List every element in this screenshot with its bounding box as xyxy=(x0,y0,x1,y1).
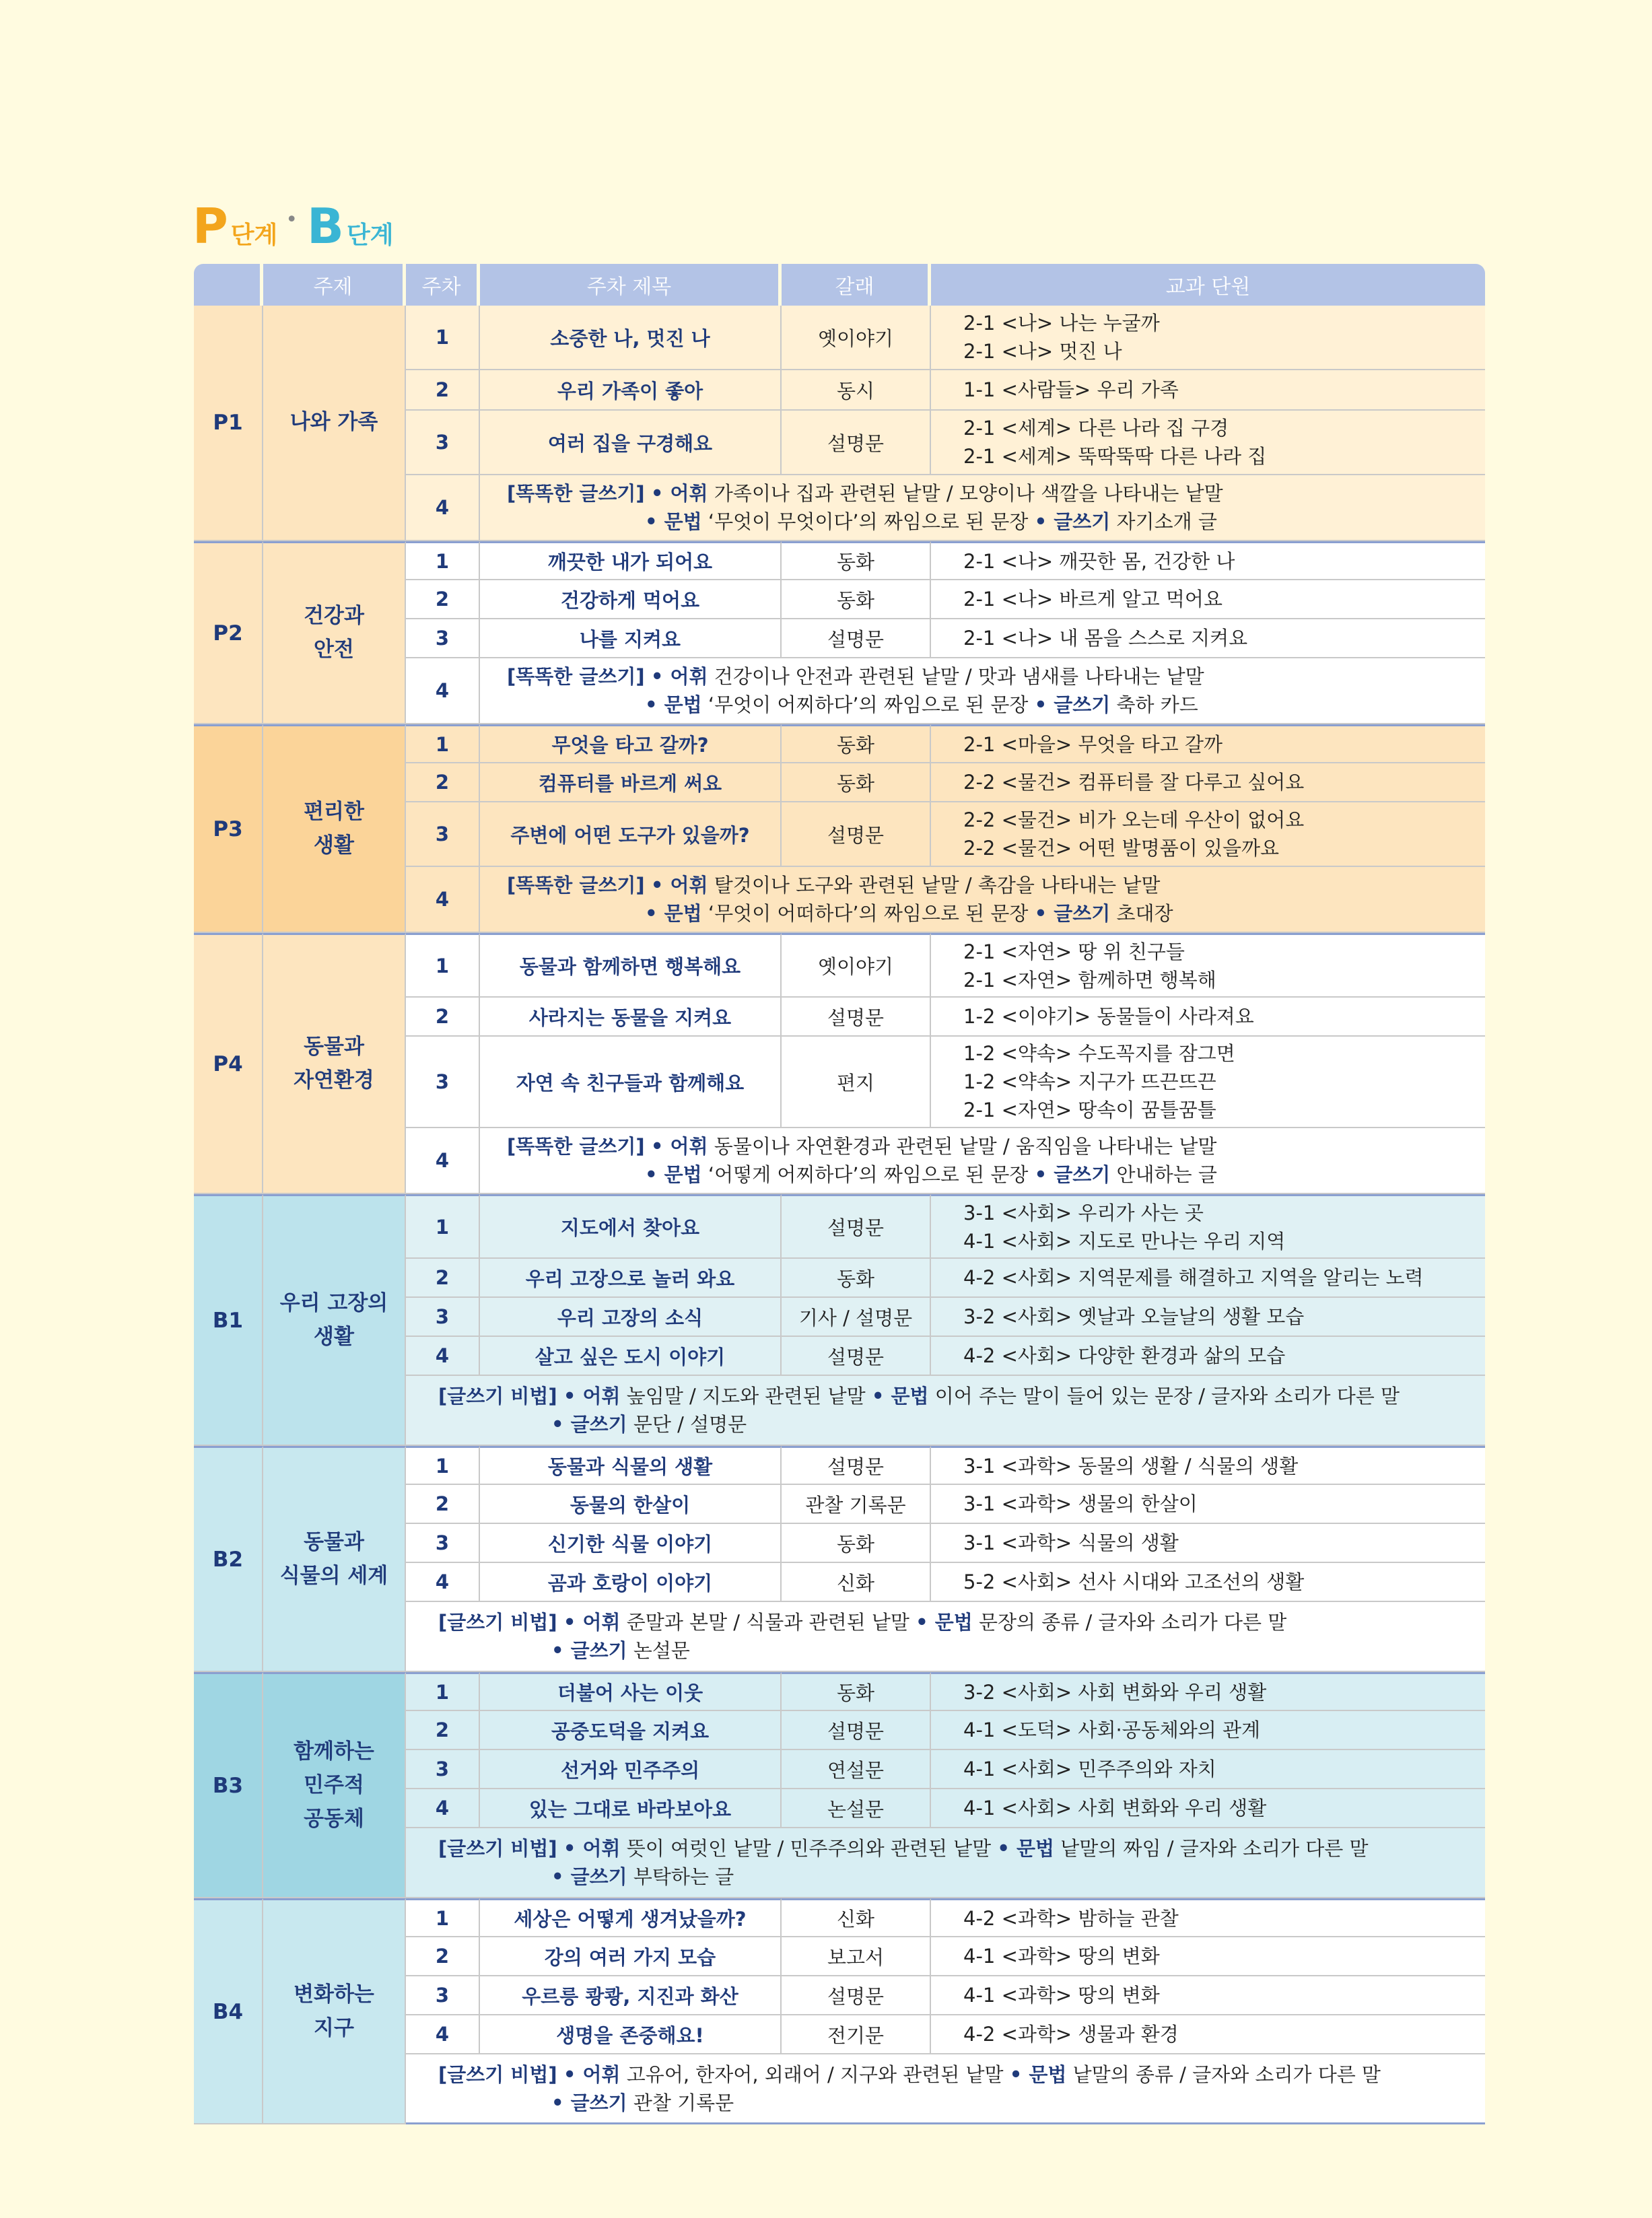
note-writing-key: • 글쓰기 xyxy=(551,1865,627,1889)
topic-line: 변화하는 xyxy=(294,1982,374,2007)
genre: 설명문 xyxy=(782,1976,931,2015)
genre: 설명문 xyxy=(782,802,931,867)
topic-line: 생활 xyxy=(314,1324,354,1349)
week-title: 소중한 나, 멋진 나 xyxy=(480,306,782,370)
week-number: 4 xyxy=(406,2015,480,2054)
curriculum-unit xyxy=(931,619,1485,658)
week-number: 3 xyxy=(406,1037,480,1128)
curriculum-unit xyxy=(931,306,1485,370)
genre: 기사 / 설명문 xyxy=(782,1298,931,1337)
genre: 설명문 xyxy=(782,411,931,475)
note-grammar-text: ‘어떻게 어찌하다’의 짜임으로 된 문장 xyxy=(701,1163,1029,1187)
level-code: P1 xyxy=(194,306,263,541)
note-vocab-key: • 어휘 xyxy=(563,1611,621,1634)
week-number: 1 xyxy=(406,1446,480,1485)
writing-note xyxy=(406,1828,1485,1898)
week-title: 컴퓨터를 바르게 써요 xyxy=(480,763,782,802)
level-topic xyxy=(263,306,406,541)
curriculum-unit xyxy=(931,1485,1485,1524)
curriculum-unit xyxy=(931,1750,1485,1789)
note-line-2 xyxy=(438,1410,1485,1439)
note-head: [글쓰기 비법] xyxy=(438,1611,557,1634)
unit-line: 4-1 <사회> 사회 변화와 우리 생활 xyxy=(963,1797,1267,1820)
level-topic xyxy=(263,1898,406,2124)
genre: 동화 xyxy=(782,1672,931,1711)
week-number: 1 xyxy=(406,1672,480,1711)
unit-line: 2-1 <나> 깨끗한 몸, 건강한 나 xyxy=(963,549,1235,573)
unit-line: 3-1 <과학> 생물의 한살이 xyxy=(963,1492,1198,1516)
note-line-2 xyxy=(507,899,1485,928)
level-code: P3 xyxy=(194,724,263,933)
note-head: [똑똑한 글쓰기] xyxy=(507,665,645,689)
genre: 동화 xyxy=(782,1524,931,1563)
note-vocab-text: 준말과 본말 / 식물과 관련된 낱말 xyxy=(620,1611,909,1634)
genre: 보고서 xyxy=(782,1937,931,1976)
unit-line: 2-1 <세계> 다른 나라 집 구경 xyxy=(963,416,1229,440)
genre: 논설문 xyxy=(782,1789,931,1828)
curriculum-unit xyxy=(931,998,1485,1037)
writing-note xyxy=(480,475,1485,541)
topic-line: 자연환경 xyxy=(294,1068,374,1093)
note-line-1 xyxy=(438,1608,1485,1636)
header-week: 주차 xyxy=(406,264,480,306)
week-number: 3 xyxy=(406,802,480,867)
note-vocab-key: • 어휘 xyxy=(650,874,708,897)
week-number: 2 xyxy=(406,370,480,411)
unit-line: 4-1 <과학> 땅의 변화 xyxy=(963,1945,1160,1968)
curriculum-unit xyxy=(931,802,1485,867)
genre: 연설문 xyxy=(782,1750,931,1789)
genre: 설명문 xyxy=(782,619,931,658)
note-line-2 xyxy=(438,2089,1485,2117)
week-title: 살고 싶은 도시 이야기 xyxy=(480,1337,782,1376)
week-title: 있는 그대로 바라보아요 xyxy=(480,1789,782,1828)
week-number: 3 xyxy=(406,1524,480,1563)
title-b-letter: B xyxy=(307,198,344,254)
level-code: B1 xyxy=(194,1194,263,1446)
curriculum-unit xyxy=(931,411,1485,475)
note-vocab-text: 고유어, 한자어, 외래어 / 지구와 관련된 낱말 xyxy=(620,2063,1004,2086)
level-code: B2 xyxy=(194,1446,263,1672)
curriculum-unit xyxy=(931,1298,1485,1337)
topic-line: 우리 고장의 xyxy=(279,1291,388,1316)
week-number: 3 xyxy=(406,1976,480,2015)
table-row xyxy=(194,1672,1485,1711)
note-vocab-text: 가족이나 집과 관련된 낱말 / 모양이나 색깔을 나타내는 낱말 xyxy=(708,482,1223,505)
curriculum-unit xyxy=(931,724,1485,763)
note-line-2 xyxy=(507,508,1485,536)
note-writing-key: • 글쓰기 xyxy=(1034,510,1111,534)
note-vocab-key: • 어휘 xyxy=(563,1385,621,1408)
note-writing-text: 축하 카드 xyxy=(1110,693,1198,717)
note-vocab-key: • 어휘 xyxy=(563,1837,621,1861)
week-title: 우리 고장으로 놀러 와요 xyxy=(480,1259,782,1298)
level-topic xyxy=(263,933,406,1194)
note-line-1 xyxy=(438,1834,1485,1863)
note-writing-key: • 글쓰기 xyxy=(551,1413,627,1436)
title-separator: • xyxy=(285,208,298,232)
topic-line: 안전 xyxy=(314,637,354,662)
week-number: 4 xyxy=(406,1337,480,1376)
week-number: 3 xyxy=(406,619,480,658)
genre: 설명문 xyxy=(782,1194,931,1259)
unit-line: 1-1 <사람들> 우리 가족 xyxy=(963,378,1179,401)
writing-note xyxy=(480,1128,1485,1194)
header-genre: 갈래 xyxy=(782,264,931,306)
unit-line: 2-1 <나> 멋진 나 xyxy=(963,340,1122,363)
writing-note xyxy=(480,867,1485,933)
table-row xyxy=(194,1898,1485,1937)
curriculum-unit xyxy=(931,370,1485,411)
week-number: 4 xyxy=(406,1563,480,1602)
curriculum-unit xyxy=(931,1789,1485,1828)
level-topic xyxy=(263,1194,406,1446)
note-head: [똑똑한 글쓰기] xyxy=(507,482,645,505)
note-vocab-text: 건강이나 안전과 관련된 낱말 / 맛과 냄새를 나타내는 낱말 xyxy=(708,665,1204,689)
unit-line: 2-1 <자연> 땅속이 꿈틀꿈틀 xyxy=(963,1099,1216,1122)
unit-line: 2-1 <나> 바르게 알고 먹어요 xyxy=(963,588,1223,611)
table-row xyxy=(194,306,1485,370)
genre: 전기문 xyxy=(782,2015,931,2054)
level-topic xyxy=(263,541,406,724)
writing-note xyxy=(480,658,1485,724)
topic-line: 동물과 xyxy=(304,1530,364,1555)
week-number: 4 xyxy=(406,1789,480,1828)
genre: 설명문 xyxy=(782,1446,931,1485)
note-writing-text: 자기소개 글 xyxy=(1110,510,1217,534)
genre: 동화 xyxy=(782,541,931,580)
week-title: 무엇을 타고 갈까? xyxy=(480,724,782,763)
table-row xyxy=(194,1446,1485,1485)
note-head: [똑똑한 글쓰기] xyxy=(507,1135,645,1158)
topic-line: 공동체 xyxy=(304,1806,364,1831)
topic-line: 지구 xyxy=(314,2015,354,2040)
topic-line: 함께하는 xyxy=(294,1739,374,1764)
level-topic xyxy=(263,1672,406,1898)
week-title: 동물과 함께하면 행복해요 xyxy=(480,933,782,998)
note-writing-text: 초대장 xyxy=(1110,902,1173,926)
week-title: 더불어 사는 이웃 xyxy=(480,1672,782,1711)
week-number: 3 xyxy=(406,1750,480,1789)
unit-line: 2-1 <세계> 뚝딱뚝딱 다른 나라 집 xyxy=(963,445,1267,468)
curriculum-unit xyxy=(931,541,1485,580)
note-grammar-text: ‘무엇이 어찌하다’의 짜임으로 된 문장 xyxy=(701,693,1029,717)
topic-line: 나와 가족 xyxy=(289,410,378,435)
note-line-2 xyxy=(438,1636,1485,1665)
week-number: 1 xyxy=(406,933,480,998)
level-topic xyxy=(263,1446,406,1672)
topic-line: 민주적 xyxy=(304,1773,364,1798)
topic-line: 생활 xyxy=(314,833,354,858)
curriculum-unit xyxy=(931,580,1485,619)
header-level xyxy=(194,264,263,306)
curriculum-unit xyxy=(931,1672,1485,1711)
unit-line: 4-2 <사회> 다양한 환경과 삶의 모습 xyxy=(963,1344,1286,1368)
note-line-1 xyxy=(438,2060,1485,2089)
week-title: 주변에 어떤 도구가 있을까? xyxy=(480,802,782,867)
note-line-1 xyxy=(507,1132,1485,1160)
week-number: 2 xyxy=(406,1259,480,1298)
note-writing-key: • 글쓰기 xyxy=(551,2091,627,2114)
curriculum-unit xyxy=(931,1937,1485,1976)
genre: 설명문 xyxy=(782,1711,931,1750)
note-grammar-text: 문장의 종류 / 글자와 소리가 다른 말 xyxy=(972,1611,1287,1634)
note-vocab-text: 뜻이 여럿인 낱말 / 민주주의와 관련된 낱말 xyxy=(620,1837,992,1861)
header-unit: 교과 단원 xyxy=(931,264,1485,306)
note-grammar-text: 낱말의 짜임 / 글자와 소리가 다른 말 xyxy=(1054,1837,1369,1861)
curriculum-table xyxy=(194,264,1485,2124)
note-vocab-key: • 어휘 xyxy=(650,1135,708,1158)
genre: 관찰 기록문 xyxy=(782,1485,931,1524)
unit-line: 4-1 <사회> 지도로 만나는 우리 지역 xyxy=(963,1229,1286,1253)
level-code: P4 xyxy=(194,933,263,1194)
week-number: 3 xyxy=(406,1298,480,1337)
genre: 설명문 xyxy=(782,998,931,1037)
week-number: 1 xyxy=(406,1898,480,1937)
note-grammar-key: • 문법 xyxy=(997,1837,1055,1861)
curriculum-unit xyxy=(931,1524,1485,1563)
week-number: 2 xyxy=(406,1711,480,1750)
note-writing-key: • 글쓰기 xyxy=(551,1639,627,1663)
genre: 신화 xyxy=(782,1563,931,1602)
genre: 동화 xyxy=(782,724,931,763)
genre: 동시 xyxy=(782,370,931,411)
week-number: 4 xyxy=(406,1128,480,1194)
note-head: [글쓰기 비법] xyxy=(438,2063,557,2086)
week-title: 건강하게 먹어요 xyxy=(480,580,782,619)
unit-line: 3-2 <사회> 사회 변화와 우리 생활 xyxy=(963,1680,1267,1704)
unit-line: 1-2 <이야기> 동물들이 사라져요 xyxy=(963,1005,1254,1029)
genre: 옛이야기 xyxy=(782,933,931,998)
week-title: 우르릉 쾅쾅, 지진과 화산 xyxy=(480,1976,782,2015)
week-title: 지도에서 찾아요 xyxy=(480,1194,782,1259)
week-number: 1 xyxy=(406,724,480,763)
writing-note xyxy=(406,1602,1485,1672)
note-writing-text: 관찰 기록문 xyxy=(627,2091,734,2114)
curriculum-unit xyxy=(931,1194,1485,1259)
topic-line: 편리한 xyxy=(304,800,364,825)
week-title: 깨끗한 내가 되어요 xyxy=(480,541,782,580)
week-number: 4 xyxy=(406,475,480,541)
curriculum-unit xyxy=(931,1898,1485,1937)
week-title: 신기한 식물 이야기 xyxy=(480,1524,782,1563)
week-number: 2 xyxy=(406,763,480,802)
note-grammar-key: • 문법 xyxy=(645,693,702,717)
table-row xyxy=(194,724,1485,763)
topic-line: 동물과 xyxy=(304,1035,364,1060)
week-title: 우리 고장의 소식 xyxy=(480,1298,782,1337)
week-number: 1 xyxy=(406,541,480,580)
note-grammar-key: • 문법 xyxy=(871,1385,929,1408)
topic-line: 식물의 세계 xyxy=(279,1563,388,1588)
unit-line: 3-2 <사회> 옛날과 오늘날의 생활 모습 xyxy=(963,1305,1305,1329)
note-grammar-text: ‘무엇이 무엇이다’의 짜임으로 된 문장 xyxy=(701,510,1029,534)
topic-line: 건강과 xyxy=(304,604,364,629)
note-line-1 xyxy=(507,871,1485,899)
week-title: 나를 지켜요 xyxy=(480,619,782,658)
curriculum-unit xyxy=(931,1337,1485,1376)
week-title: 공중도덕을 지켜요 xyxy=(480,1711,782,1750)
week-title: 생명을 존중해요! xyxy=(480,2015,782,2054)
week-number: 4 xyxy=(406,658,480,724)
unit-line: 4-1 <사회> 민주주의와 자치 xyxy=(963,1758,1216,1781)
curriculum-unit xyxy=(931,933,1485,998)
unit-line: 3-1 <과학> 동물의 생활 / 식물의 생활 xyxy=(963,1454,1299,1478)
week-title: 우리 가족이 좋아 xyxy=(480,370,782,411)
note-vocab-text: 동물이나 자연환경과 관련된 낱말 / 움직임을 나타내는 낱말 xyxy=(708,1135,1217,1158)
writing-note xyxy=(406,1376,1485,1446)
writing-note xyxy=(406,2054,1485,2124)
curriculum-unit xyxy=(931,1259,1485,1298)
unit-line: 2-1 <자연> 함께하면 행복해 xyxy=(963,968,1216,992)
unit-line: 2-2 <물건> 컴퓨터를 잘 다루고 싶어요 xyxy=(963,771,1305,794)
note-line-2 xyxy=(438,1863,1485,1891)
note-line-1 xyxy=(438,1382,1485,1410)
table-row xyxy=(194,933,1485,998)
level-code: P2 xyxy=(194,541,263,724)
note-grammar-text: 낱말의 종류 / 글자와 소리가 다른 말 xyxy=(1066,2063,1381,2086)
curriculum-unit xyxy=(931,1711,1485,1750)
note-writing-text: 안내하는 글 xyxy=(1110,1163,1217,1187)
unit-line: 2-1 <마을> 무엇을 타고 갈까 xyxy=(963,732,1223,756)
week-number: 2 xyxy=(406,998,480,1037)
header-topic: 주제 xyxy=(263,264,406,306)
unit-line: 1-2 <약속> 지구가 뜨끈뜨끈 xyxy=(963,1070,1216,1094)
note-grammar-key: • 문법 xyxy=(645,1163,702,1187)
unit-line: 2-1 <나> 내 몸을 스스로 지켜요 xyxy=(963,627,1248,650)
week-title: 자연 속 친구들과 함께해요 xyxy=(480,1037,782,1128)
note-head: [똑똑한 글쓰기] xyxy=(507,874,645,897)
note-vocab-key: • 어휘 xyxy=(650,665,708,689)
table-row xyxy=(194,541,1485,580)
note-line-2 xyxy=(507,691,1485,719)
genre: 설명문 xyxy=(782,1337,931,1376)
week-title: 세상은 어떻게 생겨났을까? xyxy=(480,1898,782,1937)
genre: 편지 xyxy=(782,1037,931,1128)
title-p-suffix: 단계 xyxy=(230,221,278,249)
note-writing-key: • 글쓰기 xyxy=(1034,1163,1111,1187)
unit-line: 2-2 <물건> 비가 오는데 우산이 없어요 xyxy=(963,808,1305,832)
week-title: 강의 여러 가지 모습 xyxy=(480,1937,782,1976)
unit-line: 4-1 <과학> 땅의 변화 xyxy=(963,1984,1160,2007)
unit-line: 3-1 <과학> 식물의 생활 xyxy=(963,1531,1179,1555)
note-grammar-text: 이어 주는 말이 들어 있는 문장 / 글자와 소리가 다른 말 xyxy=(928,1385,1400,1408)
section-title xyxy=(193,197,394,254)
header-week-title: 주차 제목 xyxy=(480,264,782,306)
header-row xyxy=(194,264,1485,306)
week-number: 1 xyxy=(406,1194,480,1259)
unit-line: 4-2 <과학> 밤하늘 관찰 xyxy=(963,1906,1179,1930)
note-head: [글쓰기 비법] xyxy=(438,1837,557,1861)
week-title: 동물과 식물의 생활 xyxy=(480,1446,782,1485)
week-number: 2 xyxy=(406,580,480,619)
note-writing-text: 논설문 xyxy=(627,1639,690,1663)
note-writing-key: • 글쓰기 xyxy=(1034,693,1111,717)
level-code: B3 xyxy=(194,1672,263,1898)
unit-line: 2-1 <나> 나는 누굴까 xyxy=(963,311,1160,335)
note-grammar-key: • 문법 xyxy=(645,902,702,926)
note-vocab-text: 높임말 / 지도와 관련된 낱말 xyxy=(620,1385,866,1408)
genre: 동화 xyxy=(782,763,931,802)
note-grammar-key: • 문법 xyxy=(645,510,702,534)
week-title: 사라지는 동물을 지켜요 xyxy=(480,998,782,1037)
genre: 옛이야기 xyxy=(782,306,931,370)
table-row xyxy=(194,1194,1485,1259)
curriculum-unit xyxy=(931,1037,1485,1128)
curriculum-unit xyxy=(931,1976,1485,2015)
level-topic xyxy=(263,724,406,933)
note-vocab-key: • 어휘 xyxy=(650,482,708,505)
note-grammar-key: • 문법 xyxy=(916,1611,973,1634)
note-grammar-text: ‘무엇이 어떠하다’의 짜임으로 된 문장 xyxy=(701,902,1029,926)
unit-line: 4-1 <도덕> 사회·공동체와의 관계 xyxy=(963,1719,1260,1742)
unit-line: 4-2 <사회> 지역문제를 해결하고 지역을 알리는 노력 xyxy=(963,1266,1424,1290)
genre: 동화 xyxy=(782,1259,931,1298)
week-title: 곰과 호랑이 이야기 xyxy=(480,1563,782,1602)
week-number: 2 xyxy=(406,1485,480,1524)
unit-line: 2-1 <자연> 땅 위 친구들 xyxy=(963,940,1185,963)
note-line-1 xyxy=(507,662,1485,691)
unit-line: 5-2 <사회> 선사 시대와 고조선의 생활 xyxy=(963,1570,1305,1594)
week-number: 2 xyxy=(406,1937,480,1976)
title-p-letter: P xyxy=(193,198,228,254)
note-writing-key: • 글쓰기 xyxy=(1034,902,1111,926)
note-writing-text: 문단 / 설명문 xyxy=(627,1413,747,1436)
week-title: 동물의 한살이 xyxy=(480,1485,782,1524)
level-code: B4 xyxy=(194,1898,263,2124)
week-number: 4 xyxy=(406,867,480,933)
unit-line: 2-2 <물건> 어떤 발명품이 있을까요 xyxy=(963,837,1280,860)
unit-line: 1-2 <약속> 수도꼭지를 잠그면 xyxy=(963,1042,1235,1066)
week-title: 여러 집을 구경해요 xyxy=(480,411,782,475)
note-line-2 xyxy=(507,1160,1485,1189)
note-vocab-key: • 어휘 xyxy=(563,2063,621,2086)
curriculum-unit xyxy=(931,1446,1485,1485)
note-writing-text: 부탁하는 글 xyxy=(627,1865,734,1889)
week-title: 선거와 민주주의 xyxy=(480,1750,782,1789)
note-head: [글쓰기 비법] xyxy=(438,1385,557,1408)
curriculum-unit xyxy=(931,2015,1485,2054)
unit-line: 3-1 <사회> 우리가 사는 곳 xyxy=(963,1201,1204,1224)
note-vocab-text: 탈것이나 도구와 관련된 낱말 / 촉감을 나타내는 낱말 xyxy=(708,874,1161,897)
title-b-suffix: 단계 xyxy=(346,221,394,249)
week-number: 3 xyxy=(406,411,480,475)
note-line-1 xyxy=(507,479,1485,508)
note-grammar-key: • 문법 xyxy=(1009,2063,1067,2086)
week-number: 1 xyxy=(406,306,480,370)
genre: 신화 xyxy=(782,1898,931,1937)
curriculum-unit xyxy=(931,1563,1485,1602)
unit-line: 4-2 <과학> 생물과 환경 xyxy=(963,2023,1179,2046)
curriculum-unit xyxy=(931,763,1485,802)
genre: 동화 xyxy=(782,580,931,619)
